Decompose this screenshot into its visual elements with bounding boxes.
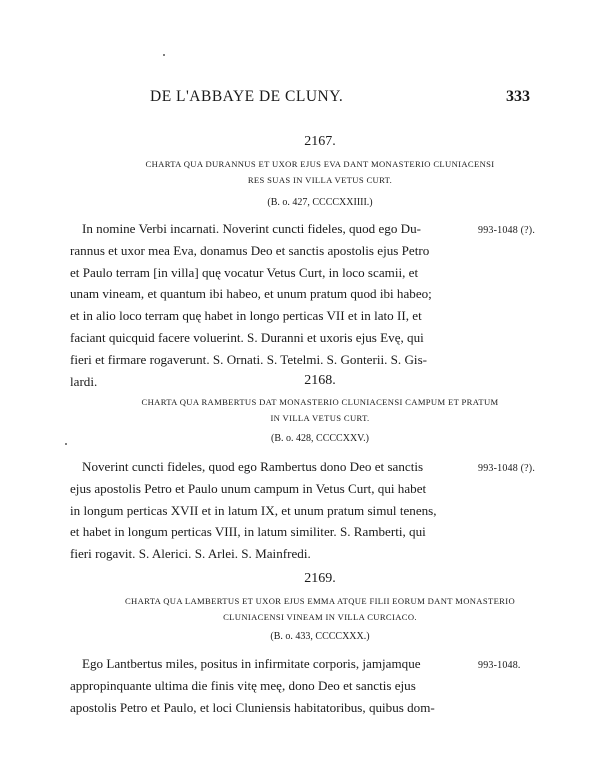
text-line: Ego Lantbertus miles, positus in infirmitate corporis, jamjamque: [82, 656, 421, 671]
charter-2168-title: [0, 394, 600, 426]
charter-2168-heading: [0, 373, 600, 389]
charter-2167-title: [0, 156, 600, 188]
charter-title-line: RES SUAS IN VILLA VETUS CURT.: [247, 175, 393, 185]
charter-2169-source: [0, 631, 600, 642]
text-line: et Paulo terram [in villa] quę vocatur Vetus Curt, in loco scamii, et: [70, 264, 419, 280]
charter-title-line: IN VILLA VETUS CURT.: [270, 413, 370, 423]
charter-body: [70, 218, 470, 392]
charter-number: 2169.: [304, 571, 336, 586]
text-line: unam vineam, et quantum ibi habeo, et unum pratum quod ibi habeo;: [70, 286, 432, 302]
text-line: apostolis Petro et Paulo, et loci Cluniensis habitatoribus, quibus dom-: [70, 699, 435, 715]
text-line: In nomine Verbi incarnati. Noverint cuncti fideles, quod ego Du-: [82, 221, 422, 236]
text-line: et habet in longum perticas VIII, in latum similiter. S. Ramberti, qui: [70, 524, 426, 540]
text-line: Noverint cuncti fideles, quod ego Rambertus dono Deo et sanctis: [82, 459, 424, 474]
text-line: ejus apostolis Petro et Paulo unum campum in Vetus Curt, qui habet: [70, 480, 427, 496]
charter-source: (B. o. 427, CCCCXXIIII.): [267, 197, 373, 208]
text-line: rannus et uxor mea Eva, donamus Deo et sanctis apostolis ejus Petro: [70, 242, 430, 258]
charter-date: 993-1048 (?).: [478, 463, 536, 474]
text-line: appropinquante ultima die finis vitę meę, dono Deo et sanctis ejus: [70, 677, 416, 693]
text-line: faciant quicquid facere voluerint. S. Duranni et uxoris ejus Evę, qui: [70, 329, 424, 345]
charter-2167-heading: [0, 134, 600, 150]
charter-source: (B. o. 428, CCCCXXV.): [271, 433, 369, 444]
charter-2168-source: [0, 433, 600, 444]
charter-2167-source: [0, 197, 600, 208]
text-line: lardi.: [70, 373, 98, 389]
charter-2169-heading: [0, 571, 600, 587]
charter-date: 993-1048.: [478, 660, 521, 671]
charter-title-line: CHARTA QUA LAMBERTUS ET UXOR EJUS EMMA ATQUE FILII EORUM DANT MONASTERIO: [124, 596, 516, 606]
charter-date: 993-1048 (?).: [478, 225, 536, 236]
page-number: 333: [506, 88, 530, 105]
print-speck: [65, 443, 67, 445]
text-line: fieri rogavit. S. Alerici. S. Arlei. S. Mainfredi.: [70, 546, 311, 562]
charter-title-line: CHARTA QUA DURANNUS ET UXOR EJUS EVA DANT MONASTERIO CLUNIACENSI: [145, 159, 495, 169]
charter-body: [70, 653, 470, 718]
page-header: [150, 88, 530, 110]
charter-source: (B. o. 433, CCCCXXX.): [270, 631, 370, 642]
charter-title-line: CHARTA QUA RAMBERTUS DAT MONASTERIO CLUNIACENSI CAMPUM ET PRATUM: [141, 397, 499, 407]
running-title: DE L'ABBAYE DE CLUNY.: [150, 88, 344, 105]
text-line: fieri et firmare rogaverunt. S. Ornati. S. Tetelmi. S. Gonterii. S. Gis-: [70, 351, 428, 367]
print-speck: [163, 54, 165, 56]
text-line: et in alio loco terram quę habet in longo perticas VII et in lato II, et: [70, 308, 422, 324]
text-line: in longum perticas XVII et in latum IX, et unum pratum simul tenens,: [70, 502, 437, 518]
charter-number: 2168.: [304, 373, 336, 388]
charter-2169-title: [0, 593, 600, 625]
charter-body: [70, 456, 470, 565]
charter-title-line: CLUNIACENSI VINEAM IN VILLA CURCIACO.: [223, 612, 417, 622]
charter-number: 2167.: [304, 134, 336, 149]
